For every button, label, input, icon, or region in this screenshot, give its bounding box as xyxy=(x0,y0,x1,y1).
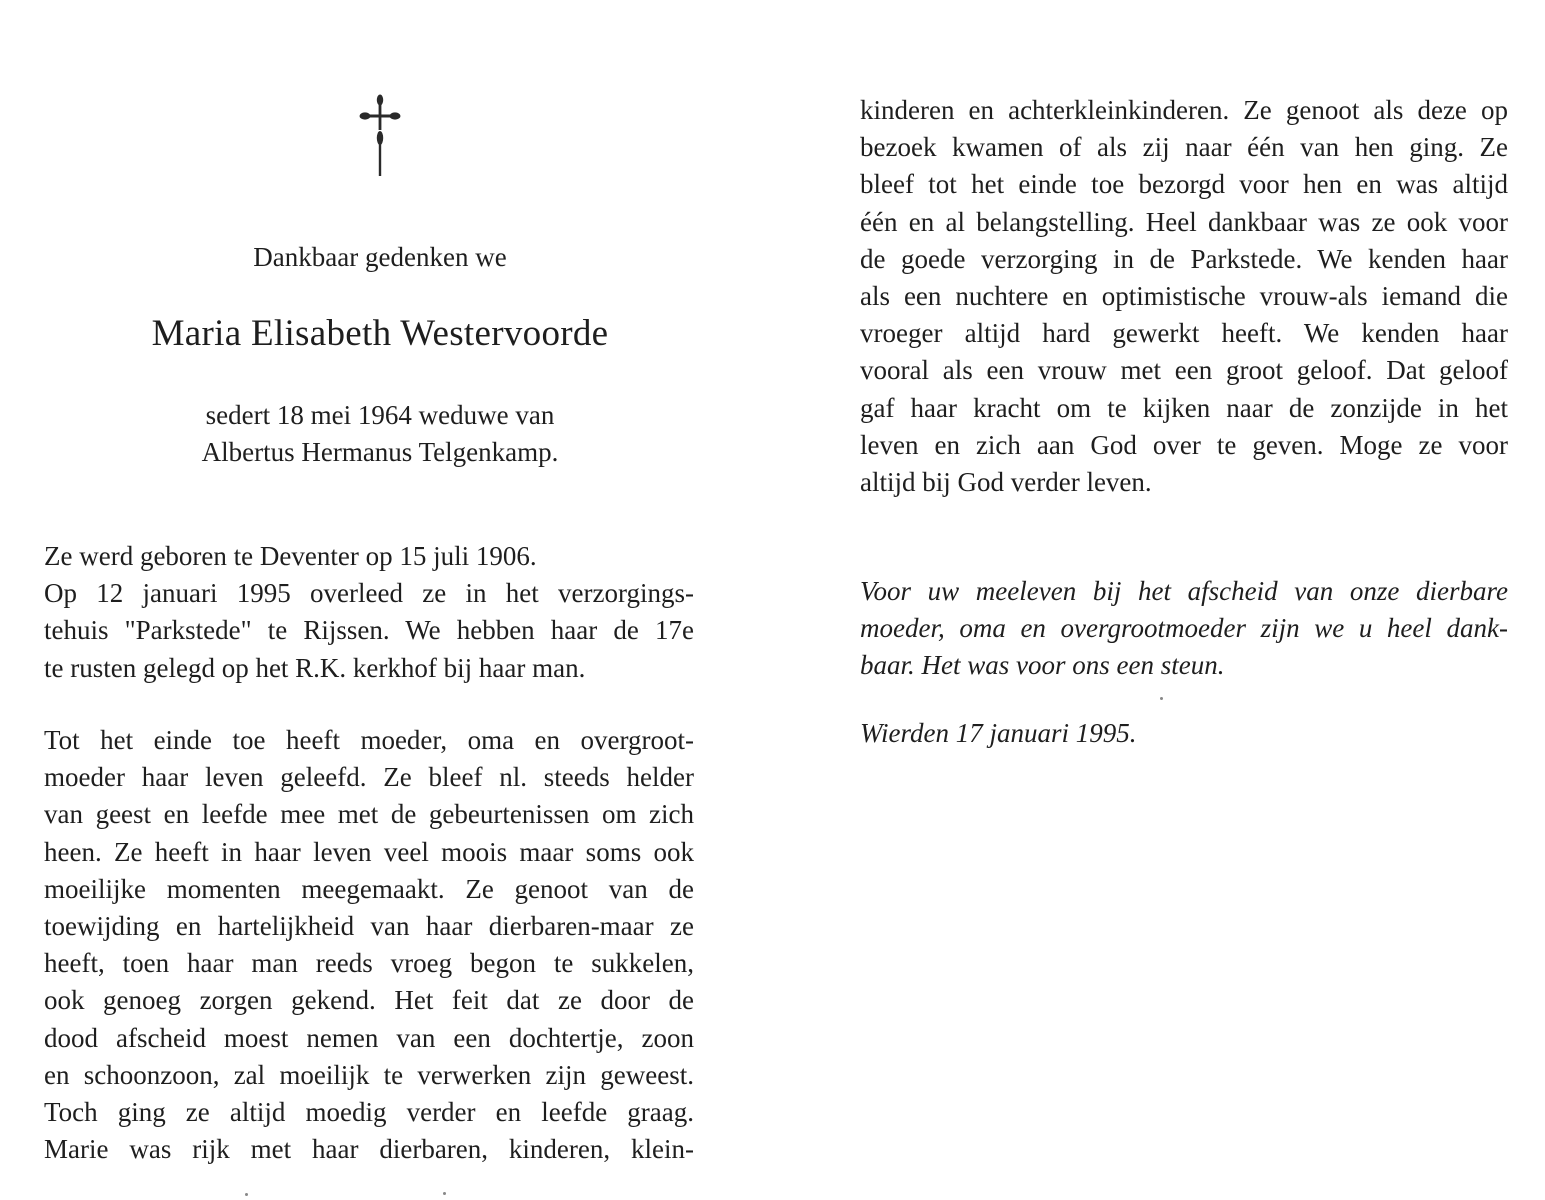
text-line: ook genoeg zorgen gekend. Het feit dat ze door de xyxy=(44,985,694,1016)
text-line: moeder haar leven geleefd. Ze bleef nl. steeds helder xyxy=(44,762,694,793)
text-line: de goede verzorging in de Parkstede. We kenden haar xyxy=(860,243,1508,274)
text-line: heen. Ze heeft in haar leven veel moois maar soms ook xyxy=(44,836,694,867)
widow-of-text xyxy=(60,397,700,471)
text-line: kinderen en achterkleinkinderen. Ze genoot als deze op xyxy=(860,95,1508,125)
text-line: tehuis "Parkstede" te Rijssen. We hebben haar de 17e xyxy=(44,615,694,646)
deceased-name: Maria Elisabeth Westervoorde xyxy=(151,313,609,354)
birth-death-paragraph xyxy=(44,538,694,687)
text-line: Voor uw meeleven bij het afscheid van onze dierbare xyxy=(860,576,1508,606)
cross-icon xyxy=(357,92,403,178)
text-line: moeder, oma en overgrootmoeder zijn we u heel dank- xyxy=(860,613,1508,644)
text-line: van geest en leefde mee met de gebeurtenissen om zich xyxy=(44,799,694,830)
text-line: gaf haar kracht om te kijken naar de zonzijde in het xyxy=(860,392,1508,423)
life-paragraph-continued xyxy=(860,92,1508,501)
text-line: Ze werd geboren te Deventer op 15 juli 1906. xyxy=(44,541,537,571)
text-line: baar. Het was voor ons een steun. xyxy=(860,650,1225,681)
text-line: dood afscheid moest nemen van een dochtertje, zoon xyxy=(44,1022,694,1053)
text-line: te rusten gelegd op het R.K. kerkhof bij haar man. xyxy=(44,652,586,683)
text-line: Op 12 januari 1995 overleed ze in het verzorgings- xyxy=(44,578,694,609)
text-line: vooral als een vrouw met een groot geloof. Dat geloof xyxy=(860,355,1508,386)
text-line: toewijding en hartelijkheid van haar dierbaren-maar ze xyxy=(44,911,694,942)
text-line: bleef tot het einde toe bezorgd voor hen en was altijd xyxy=(860,169,1508,200)
intro-text: Dankbaar gedenken we xyxy=(253,242,507,272)
text-line: Tot het einde toe heeft moeder, oma en overgroot- xyxy=(44,725,694,755)
text-line: bezoek kwamen of als zij naar één van hen ging. Ze xyxy=(860,132,1508,163)
text-line: Toch ging ze altijd moedig verder en leefde graag. xyxy=(44,1097,694,1128)
text-line: heeft, toen haar man reeds vroeg begon te sukkelen, xyxy=(44,948,694,979)
text-line: en schoonzoon, zal moeilijk te verwerken zijn geweest. xyxy=(44,1059,694,1090)
text-line: moeilijke momenten meegemaakt. Ze genoot van de xyxy=(44,873,694,904)
print-speck xyxy=(245,1193,248,1196)
text-line: één en al belangstelling. Heel dankbaar was ze ook voor xyxy=(860,206,1508,237)
text-line: vroeger altijd hard gewerkt heeft. We kenden haar xyxy=(860,318,1508,349)
print-speck xyxy=(1160,697,1163,700)
place-date-text: Wierden 17 januari 1995. xyxy=(860,718,1137,748)
print-speck xyxy=(443,1192,446,1195)
text-line: altijd bij God verder leven. xyxy=(860,467,1152,498)
place-date xyxy=(860,715,1508,752)
text-line: als een nuchtere en optimistische vrouw-als iemand die xyxy=(860,281,1508,312)
widow-line: Albertus Hermanus Telgenkamp. xyxy=(201,437,559,467)
widow-line: sedert 18 mei 1964 weduwe van xyxy=(205,400,555,430)
life-paragraph xyxy=(44,722,694,1168)
text-line: leven en zich aan God over te geven. Moge ze voor xyxy=(860,429,1508,460)
thanks-paragraph xyxy=(860,573,1508,685)
text-line: Marie was rijk met haar dierbaren, kinderen, klein- xyxy=(44,1134,694,1165)
